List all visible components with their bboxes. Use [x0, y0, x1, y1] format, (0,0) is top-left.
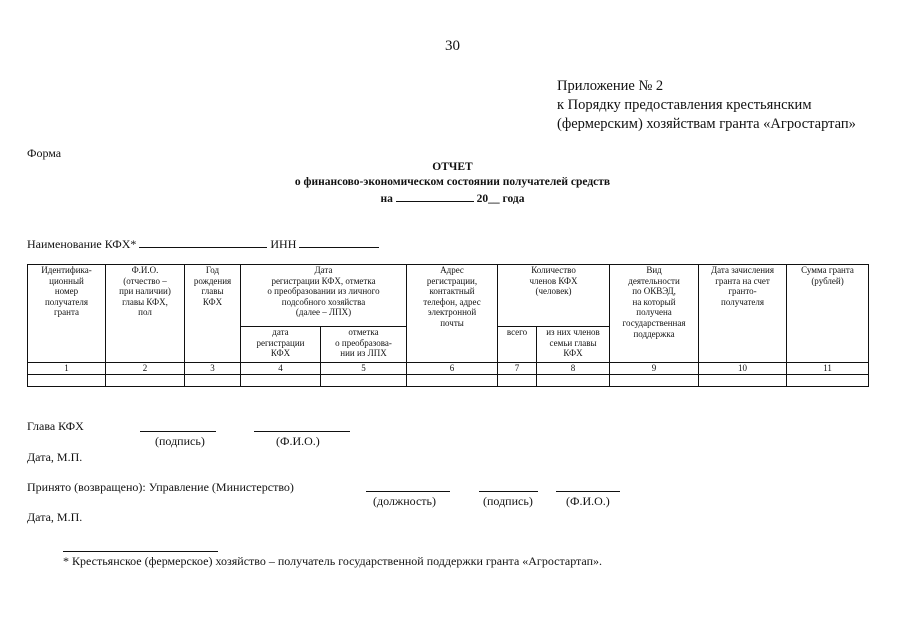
header-identifier [28, 265, 106, 363]
accepted-sign-caption: (подпись) [483, 494, 533, 508]
header-line: дата [272, 327, 289, 337]
report-subtitle: о финансово-экономическом состоянии получателей средств [294, 176, 611, 188]
sign-caption: (подпись) [155, 434, 205, 448]
header-line: семьи главы [549, 337, 597, 348]
table-cell [185, 375, 241, 387]
header-members-group [498, 265, 610, 327]
header-line: членов КФХ [529, 275, 578, 286]
header-line: главы КФХ, [122, 296, 168, 307]
header-grant-date [699, 265, 787, 363]
column-numbers-row [28, 363, 869, 375]
header-line: пол [138, 307, 152, 318]
appendix-line: Приложение № 2 [557, 78, 664, 94]
footnote: * Крестьянское (фермерское) хозяйство – получатель государственной поддержки гранта «Агростартап». [63, 554, 603, 568]
head-kfx-label: Глава КФХ [27, 419, 84, 433]
header-line: (далее – ЛПХ) [295, 307, 352, 318]
header-line: о преобразовании из личного [267, 286, 380, 297]
table-cell [787, 375, 869, 387]
header-line: подсобного хозяйства [281, 296, 366, 307]
column-number: 7 [498, 363, 537, 375]
position-caption: (должность) [373, 494, 436, 508]
column-number: 5 [321, 363, 407, 375]
header-line: получателя [44, 296, 89, 307]
footnote-divider [63, 551, 218, 552]
header-line: КФХ [563, 348, 583, 359]
column-number: 9 [610, 363, 699, 375]
header-line: регистрации [256, 337, 305, 348]
header-line: нии из ЛПХ [340, 348, 387, 359]
header-line: контактный [429, 286, 475, 297]
header-line: Идентифика- [41, 265, 92, 275]
page-number: 30 [445, 38, 460, 54]
header-line: государственная [622, 317, 686, 328]
header-line: получена [636, 307, 672, 318]
header-line: электронной [427, 307, 477, 318]
header-line: главы [201, 286, 224, 297]
inn-label: ИНН [270, 237, 297, 251]
header-line: почты [440, 317, 464, 328]
header-fio [106, 265, 185, 363]
header-line: по ОКВЭД, [632, 286, 676, 297]
header-line: на который [632, 296, 676, 307]
table-cell [321, 375, 407, 387]
header-line: о преобразова- [335, 337, 392, 348]
header-line: (человек) [535, 286, 572, 297]
header-birth-year [185, 265, 241, 363]
inn-blank [299, 236, 379, 248]
header-line: деятельности [628, 275, 680, 286]
header-line: при наличии) [119, 286, 171, 297]
head-sign-line [140, 431, 216, 432]
header-line: Сумма гранта [801, 265, 854, 275]
header-line: регистрации, [426, 275, 478, 286]
fio-caption: (Ф.И.О.) [276, 434, 320, 448]
column-number: 4 [241, 363, 321, 375]
appendix-line: к Порядку предоставления крестьянским [557, 97, 812, 113]
header-line: гранта на счет [715, 275, 770, 286]
header-line: Адрес [440, 265, 464, 275]
header-line: гранто- [728, 286, 757, 297]
accepted-fio-caption: (Ф.И.О.) [566, 494, 610, 508]
table-cell [106, 375, 185, 387]
table-cell [28, 375, 106, 387]
table-cell [699, 375, 787, 387]
column-number: 10 [699, 363, 787, 375]
table-cell [241, 375, 321, 387]
table-cell [610, 375, 699, 387]
column-number: 2 [106, 363, 185, 375]
header-line: гранта [53, 307, 80, 318]
header-address [407, 265, 498, 363]
position-line [366, 491, 450, 492]
column-number: 6 [407, 363, 498, 375]
accepted-fio-line [556, 491, 620, 492]
header-line: (рублей) [811, 275, 844, 286]
header-line: отметка [348, 327, 379, 337]
header-line: КФХ [270, 348, 291, 359]
kfx-name-label: Наименование КФХ* [27, 237, 137, 251]
header-lph-note [321, 327, 407, 363]
header-members-family [537, 327, 610, 363]
header-registration-group [241, 265, 407, 327]
header-line: Количество [531, 265, 576, 275]
form-label: Форма [27, 146, 62, 160]
period-prefix: на [380, 193, 393, 205]
report-table [27, 264, 869, 387]
header-line: Дата зачисления [711, 265, 775, 275]
header-line: КФХ [202, 296, 223, 307]
header-line: Дата [314, 265, 333, 275]
header-line: Вид [646, 265, 662, 275]
kfx-name-line [27, 236, 379, 252]
header-line: получателя [721, 296, 765, 307]
table-cell [537, 375, 610, 387]
header-line: поддержка [633, 328, 675, 339]
period-year: 20__ [476, 193, 500, 205]
table-cell [498, 375, 537, 387]
column-number: 8 [537, 363, 610, 375]
table-row [28, 375, 869, 387]
date-mp: Дата, М.П. [27, 510, 83, 524]
header-line: телефон, адрес [423, 296, 481, 307]
column-number: 3 [185, 363, 241, 375]
column-number: 1 [28, 363, 106, 375]
report-heading [0, 160, 905, 207]
accepted-sign-line [479, 491, 538, 492]
appendix-line: (фермерским) хозяйствам гранта «Агростартап» [557, 116, 856, 132]
header-line: из них членов [546, 327, 600, 337]
column-number: 11 [787, 363, 869, 375]
header-line: регистрации КФХ, отметка [271, 275, 376, 286]
date-mp: Дата, М.П. [27, 450, 83, 464]
table-cell [407, 375, 498, 387]
header-okved [610, 265, 699, 363]
report-title: ОТЧЕТ [432, 161, 473, 173]
header-line: номер [54, 286, 79, 297]
header-members-total [498, 327, 537, 363]
appendix-header [557, 77, 897, 134]
header-line: Ф.И.О. [131, 265, 159, 275]
header-line: рождения [193, 275, 232, 286]
period-date-blank [396, 190, 474, 202]
head-fio-line [254, 431, 350, 432]
header-registration-date [241, 327, 321, 363]
header-line: всего [506, 327, 528, 337]
header-grant-sum [787, 265, 869, 363]
accepted-label: Принято (возвращено): Управление (Министерство) [27, 480, 294, 494]
report-period [0, 190, 905, 207]
header-line: ционный [49, 275, 84, 286]
header-line: (отчество – [123, 275, 167, 286]
header-line: Год [205, 265, 220, 275]
kfx-name-blank [139, 236, 267, 248]
period-suffix: года [502, 193, 525, 205]
